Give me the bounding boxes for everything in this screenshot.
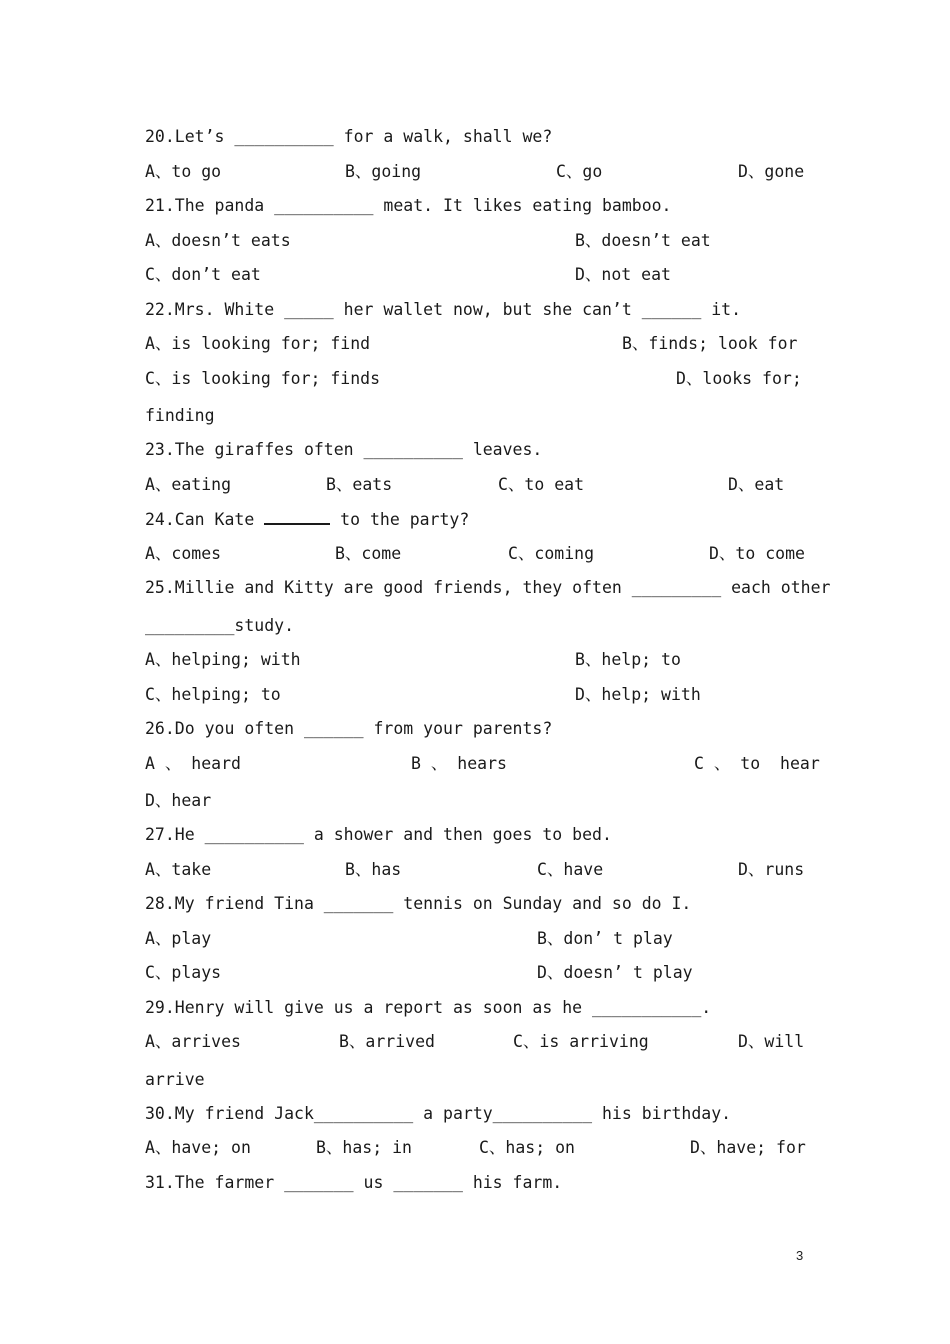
question-22-option-a: A、is looking for; find — [145, 334, 371, 353]
question-29-option-a: A、arrives — [145, 1032, 241, 1051]
question-26-option-b: B 、 hears — [411, 754, 507, 773]
question-30-option-c: C、has; on — [479, 1138, 575, 1157]
question-25-stem-continued: _________study. — [145, 616, 295, 635]
question-28-option-d: D、doesn’ t play — [537, 963, 693, 982]
question-28-option-a: A、play — [145, 929, 212, 948]
question-20-option-c: C、go — [556, 162, 603, 181]
question-24-option-a: A、comes — [145, 544, 222, 563]
question-30-option-b: B、has; in — [316, 1138, 412, 1157]
question-21-option-b: B、doesn’t eat — [575, 231, 711, 250]
question-25-option-a: A、helping; with — [145, 650, 301, 669]
question-24-stem-end: to the party? — [330, 510, 470, 529]
question-25-option-c: C、helping; to — [145, 685, 281, 704]
question-21-option-d: D、not eat — [575, 265, 671, 284]
question-24-option-c: C、coming — [508, 544, 595, 563]
question-31-stem: 31.The farmer _______ us _______ his farm. — [145, 1173, 563, 1192]
question-29-stem: 29.Henry will give us a report as soon as he ___________. — [145, 998, 712, 1017]
question-23-option-a: A、eating — [145, 475, 232, 494]
question-27-option-c: C、have — [537, 860, 604, 879]
page-number: 3 — [796, 1248, 804, 1263]
question-29-option-d: D、will — [738, 1032, 805, 1051]
question-22-option-d: D、looks for; — [676, 369, 802, 388]
question-28-option-c: C、plays — [145, 963, 222, 982]
question-26-option-d: D、hear — [145, 791, 212, 810]
question-24-stem — [145, 509, 807, 530]
question-23-stem: 23.The giraffes often __________ leaves. — [145, 440, 543, 459]
question-21-stem: 21.The panda __________ meat. It likes eating bamboo. — [145, 196, 672, 215]
question-27-option-d: D、runs — [738, 860, 805, 879]
question-23-option-b: B、eats — [326, 475, 393, 494]
question-20-option-a: A、to go — [145, 162, 222, 181]
question-30-stem: 30.My friend Jack__________ a party__________ his birthday. — [145, 1104, 732, 1123]
question-24-option-d: D、to come — [709, 544, 805, 563]
question-29-option-d-continued: arrive — [145, 1070, 205, 1089]
question-30-option-a: A、have; on — [145, 1138, 251, 1157]
question-30-option-d: D、have; for — [690, 1138, 806, 1157]
question-27-option-b: B、has — [345, 860, 402, 879]
question-25-option-b: B、help; to — [575, 650, 681, 669]
question-21-option-c: C、don’t eat — [145, 265, 261, 284]
question-26-stem: 26.Do you often ______ from your parents? — [145, 719, 553, 738]
question-21-option-a: A、doesn’t eats — [145, 231, 291, 250]
question-20-stem: 20.Let’s __________ for a walk, shall we? — [145, 127, 553, 146]
question-27-option-a: A、take — [145, 860, 212, 879]
question-22-option-c: C、is looking for; finds — [145, 369, 381, 388]
question-25-stem: 25.Millie and Kitty are good friends, they often _________ each other — [145, 578, 831, 597]
question-22-stem: 22.Mrs. White _____ her wallet now, but she can’t ______ it. — [145, 300, 742, 319]
question-28-option-b: B、don’ t play — [537, 929, 673, 948]
question-20-option-b: B、going — [345, 162, 422, 181]
question-23-option-d: D、eat — [728, 475, 785, 494]
question-29-option-c: C、is arriving — [513, 1032, 649, 1051]
question-20-option-d: D、gone — [738, 162, 805, 181]
question-23-option-c: C、to eat — [498, 475, 585, 494]
question-29-option-b: B、arrived — [339, 1032, 435, 1051]
question-24-stem-start: 24.Can Kate — [145, 510, 265, 529]
question-24-option-b: B、come — [335, 544, 402, 563]
question-26-option-a: A 、 heard — [145, 754, 241, 773]
question-26-option-c: C 、 to hear — [694, 754, 820, 773]
question-24-blank — [264, 509, 330, 525]
question-22-option-b: B、finds; look for — [622, 334, 798, 353]
question-28-stem: 28.My friend Tina _______ tennis on Sunday and so do I. — [145, 894, 692, 913]
question-22-option-d-continued: finding — [145, 406, 215, 425]
question-27-stem: 27.He __________ a shower and then goes to bed. — [145, 825, 612, 844]
question-25-option-d: D、help; with — [575, 685, 701, 704]
